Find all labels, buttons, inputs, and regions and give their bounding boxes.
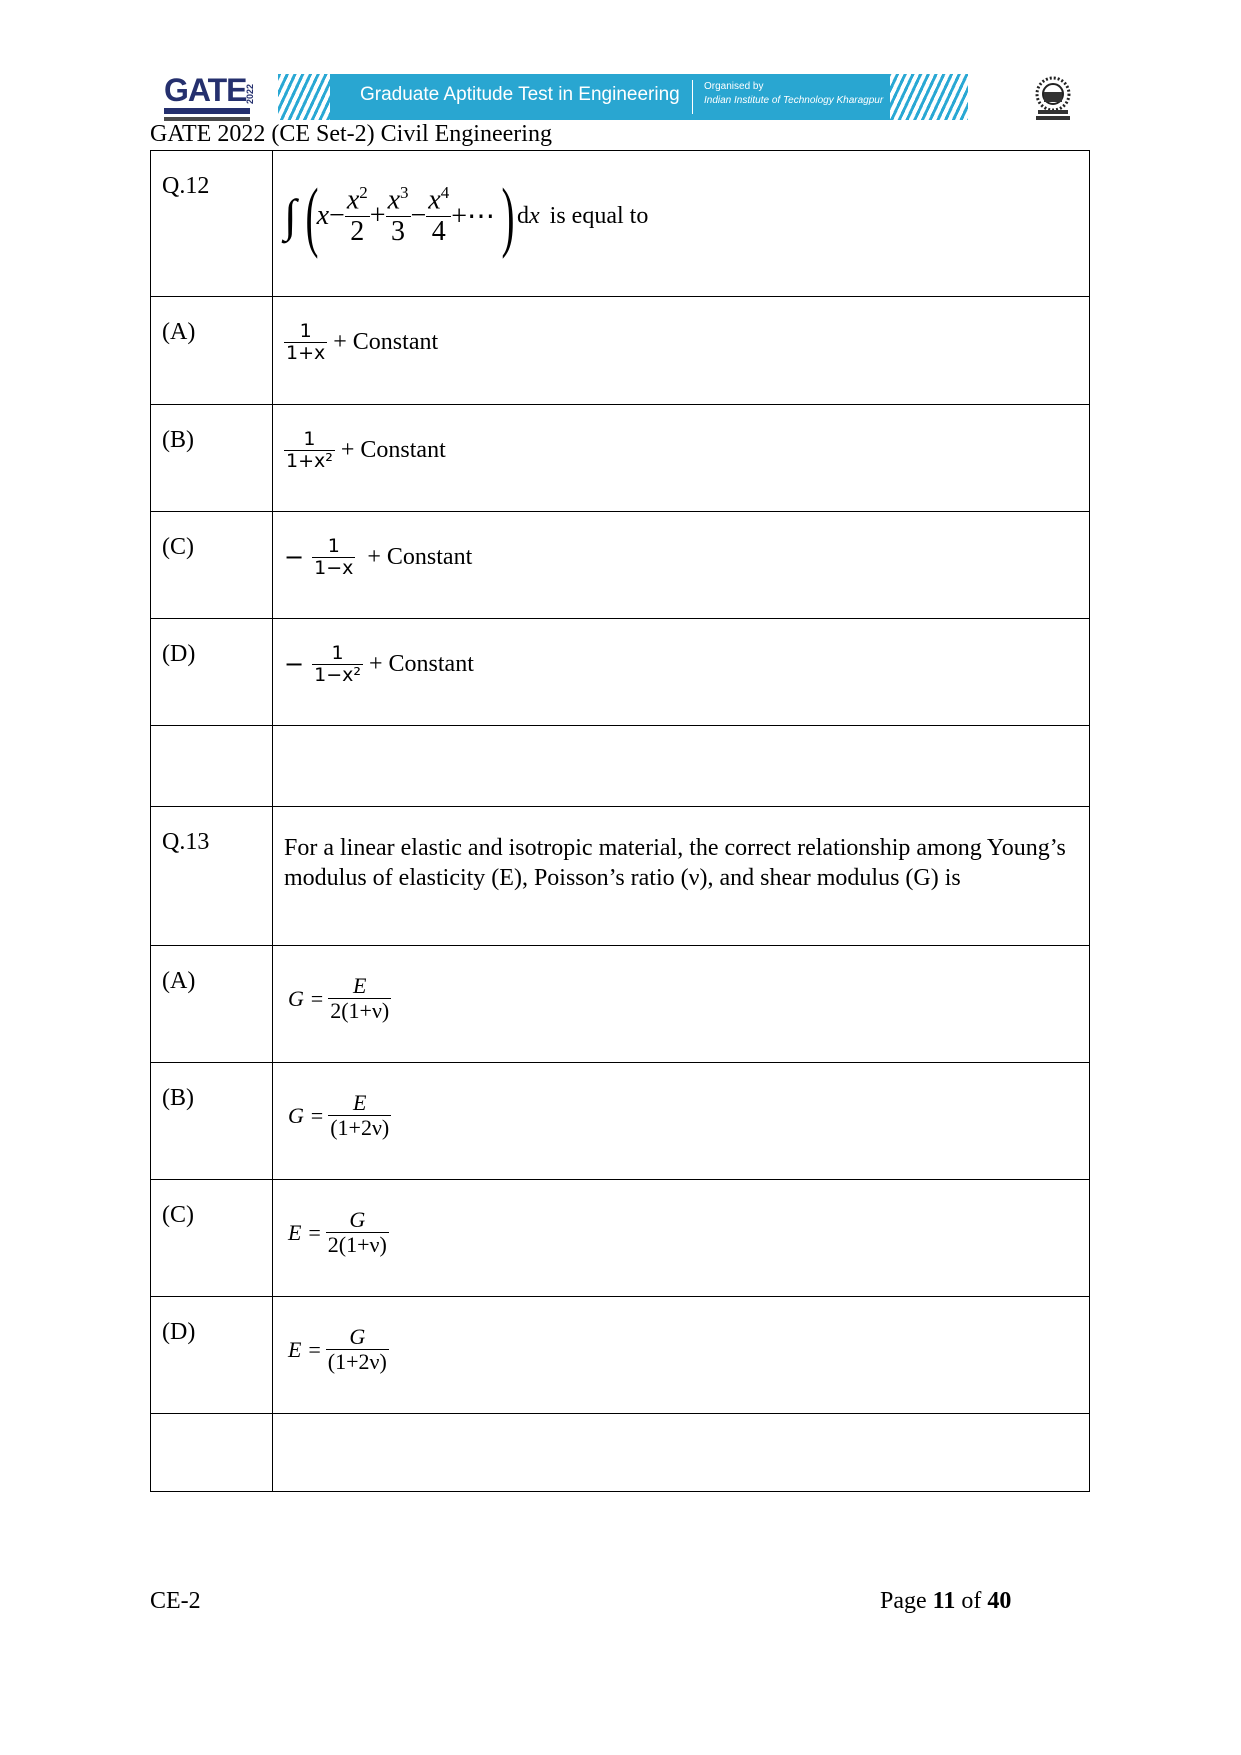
table-row [151,405,1090,512]
iit-emblem-icon [1030,74,1076,122]
gate-logo [160,72,256,124]
page-number: Page 11 of 40 [880,1588,1012,1614]
option-b: $\frac{1}{\text{1+x²}}$ + Constant [273,405,1090,512]
table-row [151,1297,1090,1414]
organiser-name: Indian Institute of Technology Kharagpur [704,95,884,106]
banner-title: Graduate Aptitude Test in Engineering [360,84,680,105]
option-label: (A) [151,946,273,1063]
organised-label: Organised by [704,81,764,92]
table-row [151,946,1090,1063]
document-title: GATE 2022 (CE Set-2) Civil Engineering [150,121,552,147]
table-row [151,512,1090,619]
table-row [151,1414,1090,1492]
option-c: E = $\frac{G}{2(1+\nu)}$ [273,1180,1090,1297]
gate-logo-text: GATE [164,72,247,108]
question-label-q12: Q.12 [151,151,273,297]
option-b: G = $\frac{E}{(1+2\nu)}$ [273,1063,1090,1180]
option-label: (B) [151,405,273,512]
table-row [151,726,1090,807]
option-c: − $\frac{1}{1-x}$ + Constant [273,512,1090,619]
table-row [151,151,1090,297]
header-banner [160,70,1080,126]
option-d: E = $\frac{G}{(1+2\nu)}$ [273,1297,1090,1414]
table-row [151,1063,1090,1180]
footer-code: CE-2 [150,1588,201,1614]
option-label: (A) [151,297,273,405]
option-a: G = $\frac{E}{2(1+\nu)}$ [273,946,1090,1063]
option-label: (D) [151,1297,273,1414]
gate-logo-year: 2022 [245,83,255,104]
stem-tail: is equal to [549,202,649,229]
integral-expression: ∫ ( x − $\frac{x^2}{2}$ + $\frac{x^3}{3}$ − $\frac{x^4}{4}$ +⋯ ) dx is equal to [284,172,649,259]
question-table [150,150,1090,1492]
option-d: − $\frac{1}{\text{1−x²}}$ + Constant [273,619,1090,726]
table-row [151,619,1090,726]
table-row [151,1180,1090,1297]
option-a: $\frac{1}{1+x}$ + Constant [273,297,1090,405]
option-label: (D) [151,619,273,726]
option-label: (C) [151,512,273,619]
option-label: (B) [151,1063,273,1180]
question-stem-q12 [273,151,1090,297]
question-label-q13: Q.13 [151,807,273,946]
table-row [151,807,1090,946]
question-stem-q13: For a linear elastic and isotropic material, the correct relationship among Young’s modulus of elasticity (E), Poisson’s ratio (ν), and shear modulus (G) is [284,835,1066,891]
option-label: (C) [151,1180,273,1297]
table-row [151,297,1090,405]
